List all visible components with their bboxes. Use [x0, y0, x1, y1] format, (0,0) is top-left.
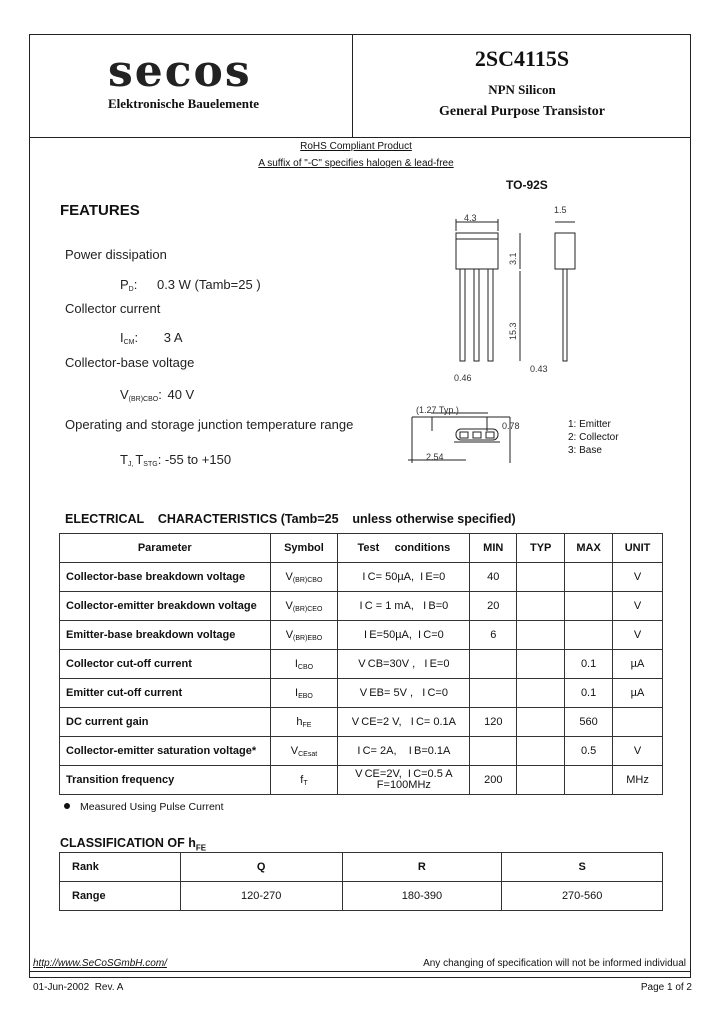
pin-base: 3: Base — [568, 445, 602, 456]
cell-symbol — [270, 708, 338, 737]
feature-symbol: P — [120, 277, 129, 292]
lead-3 — [488, 269, 493, 361]
rank-r: R — [342, 853, 502, 882]
cell-min: 40 — [470, 563, 517, 592]
header-parameter: Parameter — [60, 534, 271, 563]
range-s: 270-560 — [502, 882, 663, 911]
feature-label-collector-current: Collector current — [65, 301, 161, 316]
feature-value-collector-current: $I_{CM}$: 3 A — [120, 330, 183, 346]
dim-span: 2.54 — [426, 452, 444, 462]
header-unit: UNIT — [613, 534, 663, 563]
condition-line: I C= 50µA, I E=0 — [362, 570, 446, 583]
company-subtitle: Elektronische Bauelemente — [108, 96, 260, 111]
table-row — [60, 592, 663, 621]
cell-min: 200 — [470, 766, 517, 795]
condition-line: V CB=30V , I E=0 — [358, 657, 450, 670]
table-row — [60, 679, 663, 708]
classification-header-row — [60, 853, 663, 882]
classification-range-row — [60, 882, 663, 911]
dim-body-height: 3.1 — [508, 252, 518, 265]
cell-parameter: Emitter-base breakdown voltage — [60, 621, 271, 650]
feature-symbol: T — [120, 452, 128, 467]
footer-date-rev: 01-Jun-2002 Rev. A — [33, 982, 124, 993]
company-logo: secos — [108, 46, 252, 97]
footer-disclaimer: Any changing of specification will not be informed individual — [423, 958, 686, 969]
dim-body-width: 4.3 — [464, 213, 477, 223]
cell-conditions — [338, 563, 470, 592]
cell-parameter: Emitter cut-off current — [60, 679, 271, 708]
pin-pad-1 — [460, 432, 468, 438]
footer-url[interactable]: http://www.SeCoSGmbH.com/ — [33, 958, 167, 969]
dim-body-depth: 1.5 — [554, 205, 567, 215]
cell-min — [470, 650, 517, 679]
header-symbol: Symbol — [270, 534, 338, 563]
condition-line: V CE=2V, I C=0.5 A — [355, 768, 453, 780]
cell-unit: V — [613, 592, 663, 621]
range-label: Range — [60, 882, 181, 911]
feature-value-power: $P_D$: 0.3 W (Tamb=25 ) — [120, 277, 261, 293]
cell-symbol — [270, 592, 338, 621]
symbol-main: V — [285, 628, 294, 641]
pin-pad-3 — [486, 432, 494, 438]
cell-typ — [517, 679, 565, 708]
symbol-sub: (BR)EBO — [293, 634, 323, 642]
cell-conditions — [338, 766, 470, 795]
feature-symbol-sub: CM — [123, 339, 135, 346]
condition-line: I C = 1 mA, I B=0 — [359, 599, 449, 612]
condition-line-2: F=100MHz — [376, 779, 431, 791]
condition-line: V CE=2 V, I C= 0.1A — [351, 715, 456, 728]
feature-symbol: V — [120, 387, 129, 402]
feature-symbol-sub: (BR)CBO — [128, 396, 159, 403]
table-row — [60, 650, 663, 679]
range-r: 180-390 — [342, 882, 502, 911]
feature-symbol-sub: J, — [127, 461, 136, 468]
condition-line: I C= 2A, I B=0.1A — [357, 744, 451, 757]
part-number: 2SC4115S — [474, 46, 570, 71]
header-typ: TYP — [517, 534, 565, 563]
cell-unit: µA — [613, 679, 663, 708]
table-row — [60, 621, 663, 650]
cell-symbol — [270, 621, 338, 650]
feature-value: -55 to +150 — [164, 452, 232, 467]
electrical-table — [59, 533, 663, 795]
cell-unit: V — [613, 621, 663, 650]
cell-min — [470, 679, 517, 708]
classification-table — [59, 852, 663, 911]
feature-value: 40 V — [167, 387, 195, 402]
footnote-text: Measured Using Pulse Current — [80, 801, 224, 813]
feature-symbol-2: T — [135, 452, 144, 467]
dim-lead-width-a: 0.46 — [454, 373, 472, 383]
table-row — [60, 708, 663, 737]
feature-symbol-sub: D — [128, 286, 134, 293]
symbol-main: V — [285, 570, 293, 583]
cell-conditions — [338, 650, 470, 679]
table-row — [60, 737, 663, 766]
condition-line: V EB= 5V , I C=0 — [359, 686, 448, 699]
dim-lead-length: 15.3 — [508, 322, 518, 340]
classification-title-sub: FE — [195, 843, 207, 853]
cell-conditions — [338, 621, 470, 650]
symbol-sub: T — [303, 779, 308, 787]
symbol-sub: CEsat — [298, 750, 318, 758]
feature-value: 0.3 W (Tamb=25 ) — [156, 277, 261, 292]
rank-q: Q — [180, 853, 342, 882]
symbol-main: h — [296, 715, 303, 728]
cell-min: 120 — [470, 708, 517, 737]
cell-symbol — [270, 563, 338, 592]
cell-max — [565, 563, 613, 592]
feature-label-temperature: Operating and storage junction temperature range — [65, 417, 354, 432]
cell-typ — [517, 592, 565, 621]
cell-parameter: Transition frequency — [60, 766, 271, 795]
rank-header: Rank — [60, 853, 181, 882]
pin-emitter: 1: Emitter — [568, 419, 611, 430]
table-row — [60, 563, 663, 592]
rank-s: S — [502, 853, 663, 882]
cell-unit: V — [613, 737, 663, 766]
cell-typ — [517, 737, 565, 766]
type-line: NPN Silicon — [488, 82, 556, 97]
description-line: General Purpose Transistor — [439, 104, 605, 119]
cell-parameter: Collector-base breakdown voltage — [60, 563, 271, 592]
feature-value-cb-voltage: $V_{(BR)CBO}$: 40 V — [120, 387, 195, 403]
feature-symbol-2-sub: STG — [143, 461, 158, 468]
header-divider — [29, 137, 691, 138]
cell-typ — [517, 708, 565, 737]
symbol-sub: CBO — [297, 663, 314, 671]
cell-min: 6 — [470, 621, 517, 650]
header-max: MAX — [565, 534, 613, 563]
cell-symbol — [270, 766, 338, 795]
suffix-notice: A suffix of "-C" specifies halogen & lead-free — [258, 158, 454, 169]
lead-1 — [460, 269, 465, 361]
footer-page: Page 1 of 2 — [640, 982, 692, 993]
table-header-row — [60, 534, 663, 563]
package-body-side — [555, 233, 575, 269]
header-min: MIN — [470, 534, 517, 563]
cell-min — [470, 737, 517, 766]
rohs-notice: RoHS Compliant Product — [300, 141, 412, 152]
dim-lead-width-b: 0.43 — [530, 364, 548, 374]
cell-max: 0.1 — [565, 679, 613, 708]
pin-legend — [568, 418, 619, 457]
bullet-icon — [64, 803, 70, 809]
cell-conditions — [338, 708, 470, 737]
cell-symbol — [270, 679, 338, 708]
cell-conditions — [338, 679, 470, 708]
dim-lead-pitch: 0.78 — [502, 421, 520, 431]
symbol-main: V — [285, 599, 293, 612]
condition-line: I E=50µA, I C=0 — [363, 628, 444, 641]
symbol-sub: FE — [302, 721, 312, 729]
cell-symbol — [270, 737, 338, 766]
cell-parameter: Collector cut-off current — [60, 650, 271, 679]
dim-pitch-typ: (1.27 Typ.) — [416, 405, 459, 415]
cell-typ — [517, 563, 565, 592]
symbol-main: f — [300, 773, 304, 786]
table-row — [60, 766, 663, 795]
footer-divider — [29, 971, 691, 972]
cell-typ — [517, 766, 565, 795]
package-body-front — [456, 233, 498, 269]
cell-unit — [613, 708, 663, 737]
cell-parameter: Collector-emitter saturation voltage* — [60, 737, 271, 766]
cell-min: 20 — [470, 592, 517, 621]
electrical-title: ELECTRICAL CHARACTERISTICS (Tamb=25 unless otherwise specified) — [65, 512, 516, 526]
symbol-main: V — [290, 744, 299, 757]
feature-label-cb-voltage: Collector-base voltage — [65, 355, 195, 370]
feature-label-power: Power dissipation — [65, 247, 167, 262]
package-name: TO-92S — [506, 178, 548, 192]
symbol-main: I — [295, 686, 299, 699]
cell-unit: µA — [613, 650, 663, 679]
features-title: FEATURES — [60, 202, 140, 219]
feature-value: 3 A — [163, 330, 183, 345]
cell-max: 560 — [565, 708, 613, 737]
range-q: 120-270 — [180, 882, 342, 911]
cell-max: 0.5 — [565, 737, 613, 766]
footnote — [64, 801, 224, 813]
cell-parameter: Collector-emitter breakdown voltage — [60, 592, 271, 621]
lead-side — [563, 269, 567, 361]
cell-unit: MHz — [613, 766, 663, 795]
cell-parameter: DC current gain — [60, 708, 271, 737]
cell-max — [565, 621, 613, 650]
cell-max — [565, 592, 613, 621]
pin-pad-2 — [473, 432, 481, 438]
feature-symbol: I — [120, 330, 124, 345]
symbol-sub: EBO — [298, 692, 313, 700]
pin-collector: 2: Collector — [568, 432, 619, 443]
cell-max — [565, 766, 613, 795]
cell-conditions — [338, 737, 470, 766]
feature-value-temperature: $T_{J,}$ $T_{STG}$: -55 to +150 — [120, 452, 232, 468]
classification-title — [60, 836, 206, 853]
symbol-main: I — [294, 657, 298, 670]
lead-2 — [474, 269, 479, 361]
cell-unit: V — [613, 563, 663, 592]
cell-max: 0.1 — [565, 650, 613, 679]
classification-title-text: CLASSIFICATION OF h — [60, 836, 196, 850]
cell-typ — [517, 650, 565, 679]
header-test-conditions: Test conditions — [338, 534, 470, 563]
symbol-sub: (BR)CEO — [292, 605, 323, 613]
cell-symbol — [270, 650, 338, 679]
cell-conditions — [338, 592, 470, 621]
cell-typ — [517, 621, 565, 650]
symbol-sub: (BR)CBO — [292, 576, 323, 584]
